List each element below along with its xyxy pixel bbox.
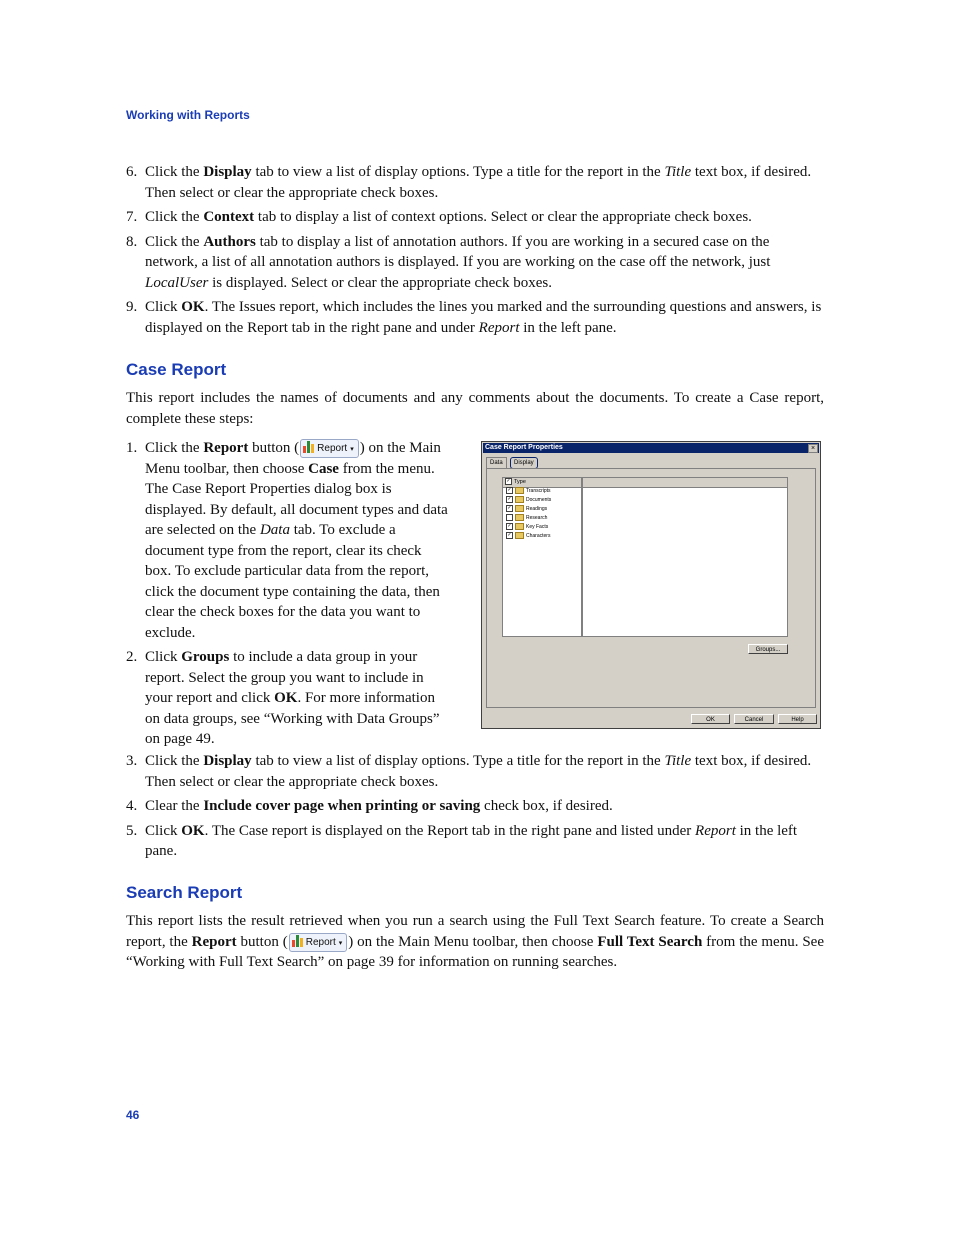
column-header	[583, 478, 787, 488]
tab-data[interactable]: Data	[486, 457, 507, 469]
chevron-down-icon: ▾	[350, 446, 354, 454]
list-item: 1. Click the Report button ( Report ▾ ) on the Main Menu toolbar, then choose Case from the menu. The Case Report Properties dialog box is displayed. By default, all document types and data are selected on the Data tab. To exclude a document type from the report, clear its check box. To exclude particular data from the report, click the document type containing the data, then clear the check boxes for the data you want to exclude.	[126, 440, 448, 641]
list-item[interactable]: ✓ Key Facts	[507, 523, 549, 530]
close-icon[interactable]: ×	[808, 444, 818, 453]
list-item: 3. Click the Display tab to view a list of display options. Type a title for the report in the Title text box, if desired. Then select or clear the appropriate check boxes.	[126, 753, 812, 790]
list-item: 7. Click the Context tab to display a list of context options. Select or clear the appropriate check boxes.	[126, 209, 752, 225]
case-steps-wide	[126, 751, 826, 866]
report-chart-icon	[292, 935, 304, 947]
list-item: 5. Click OK. The Case report is displayed on the Report tab in the right pane and listed under Report in the left pane.	[126, 822, 798, 859]
running-header: Working with Reports	[126, 108, 250, 122]
dialog-title: Case Report Properties	[483, 443, 819, 453]
checkbox-icon[interactable]: ✓	[507, 505, 512, 512]
checkbox-icon[interactable]: ✓	[506, 478, 511, 485]
folder-icon	[515, 496, 524, 503]
list-item: 8. Click the Authors tab to display a list of annotation authors. If you are working in a secured case on the network, a list of all annotation authors is displayed. If you are working on the case off the network, just LocalUser is displayed. Select or clear the appropriate check boxes.	[126, 233, 771, 291]
report-chart-icon	[303, 441, 315, 453]
list-item[interactable]: ✓ Documents	[507, 496, 552, 503]
folder-icon	[515, 523, 524, 530]
cancel-button[interactable]: Cancel	[734, 714, 774, 724]
report-button[interactable]: Report ▾	[289, 933, 348, 952]
data-pane[interactable]	[582, 477, 788, 637]
search-report-paragraph: This report lists the result retrieved when you run a search using the Full Text Search feature. To create a Search report, the Report button ( Report ▾ ) on the Main Menu toolbar, then choose Full Text Search from the menu. See “Working with Full Text Search” on page 39 for information on running searches.	[126, 913, 824, 970]
issues-steps	[126, 162, 826, 342]
checkbox-icon[interactable]	[506, 514, 513, 521]
checkbox-icon[interactable]: ✓	[507, 487, 512, 494]
list-item: 6. Click the Display tab to view a list of display options. Type a title for the report in the Title text box, if desired. Then select or clear the appropriate check boxes.	[126, 164, 812, 201]
column-header: ✓ Type	[503, 478, 581, 488]
case-steps-narrow	[126, 438, 448, 754]
groups-button[interactable]: Groups...	[748, 644, 788, 654]
list-item: 4. Clear the Include cover page when printing or saving check box, if desired.	[126, 798, 613, 814]
folder-icon	[515, 532, 524, 539]
help-button[interactable]: Help	[778, 714, 817, 724]
case-report-properties-dialog	[481, 441, 821, 729]
search-report-heading: Search Report	[126, 883, 243, 902]
chevron-down-icon: ▾	[338, 939, 343, 947]
list-item[interactable]: Research	[506, 514, 547, 523]
list-item[interactable]: ✓ Characters	[507, 532, 551, 539]
checkbox-icon[interactable]: ✓	[507, 532, 512, 539]
folder-icon	[515, 514, 524, 521]
list-item[interactable]: ✓ Transcripts	[507, 487, 551, 494]
checkbox-icon[interactable]: ✓	[507, 523, 512, 530]
checkbox-icon[interactable]: ✓	[507, 496, 512, 503]
list-item: 2. Click Groups to include a data group in your report. Select the group you want to include in your report and click OK. For more information on data groups, see “Working with Data Groups” on page 49.	[126, 649, 440, 747]
list-item: 9. Click OK. The Issues report, which includes the lines you marked and the surrounding questions and answers, is displayed on the Report tab in the right pane and under Report in the left pane.	[126, 299, 822, 336]
type-list[interactable]	[502, 477, 582, 637]
tab-display[interactable]: Display	[510, 457, 538, 469]
page-number: 46	[126, 1108, 140, 1122]
case-report-heading: Case Report	[126, 360, 227, 379]
folder-icon	[515, 505, 524, 512]
list-item[interactable]: ✓ Readings	[507, 505, 548, 512]
folder-icon	[515, 487, 524, 494]
report-button[interactable]: Report ▾	[300, 439, 359, 458]
case-report-intro: This report includes the names of documents and any comments about the documents. To create a Case report, complete these steps:	[126, 390, 824, 427]
ok-button[interactable]: OK	[691, 714, 730, 724]
